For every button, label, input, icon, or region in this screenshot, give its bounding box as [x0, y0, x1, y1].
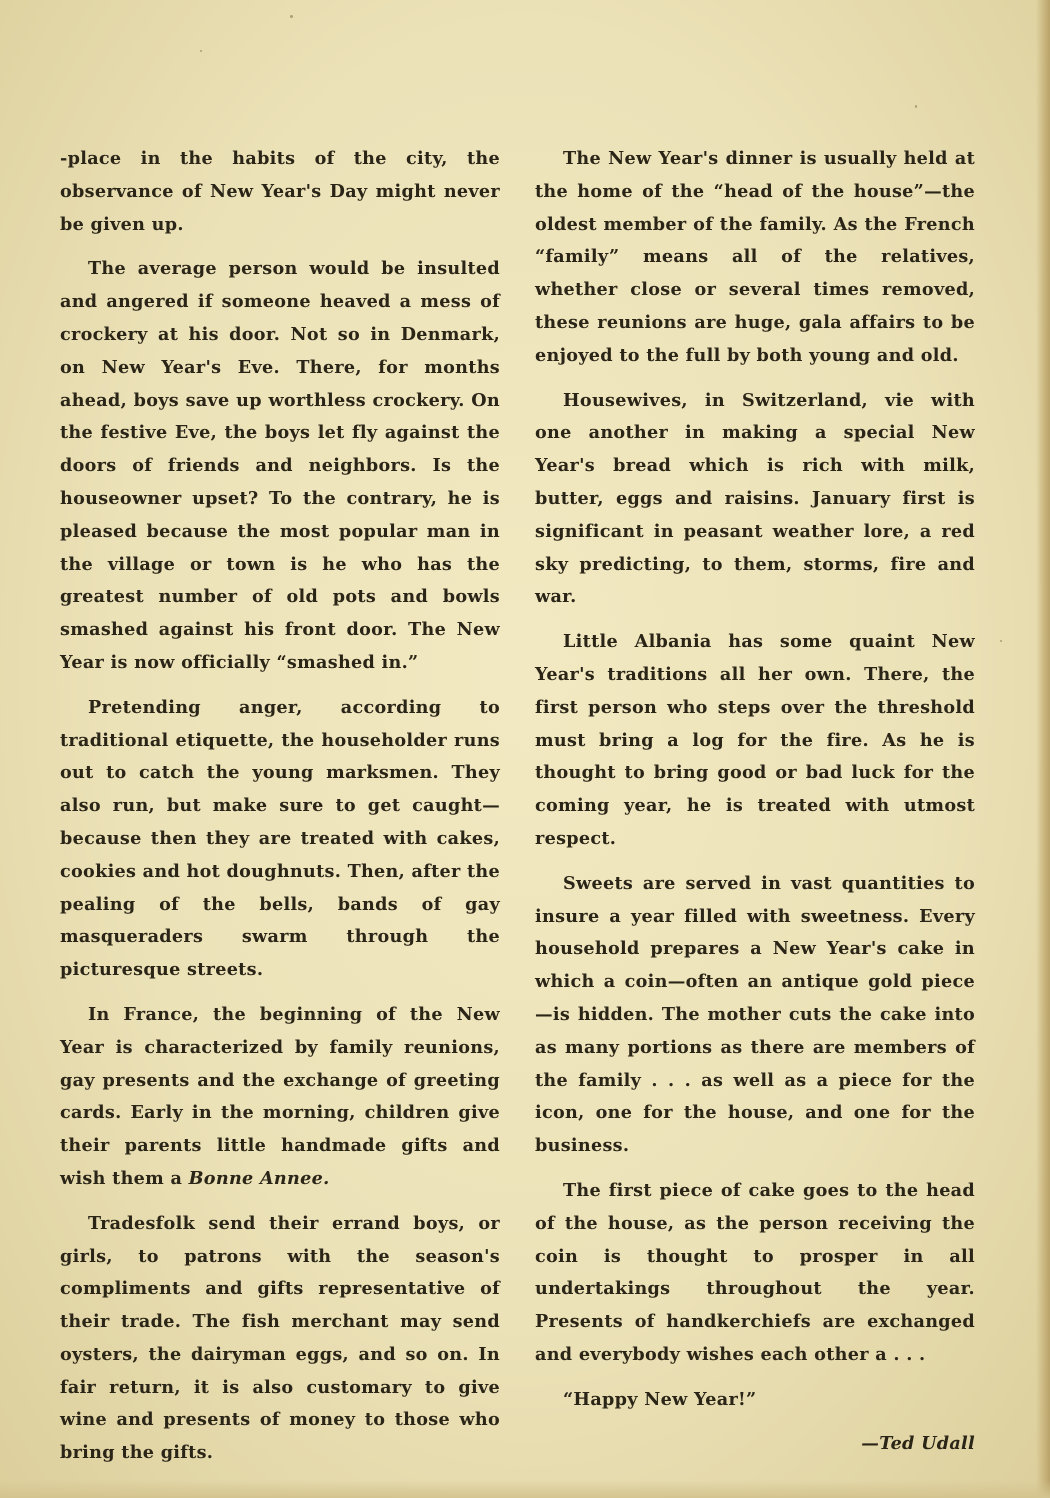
right-column [535, 143, 975, 1461]
paper-speck [915, 105, 917, 108]
right-paragraph-first-piece: The first piece of cake goes to the head of the house, as the person receiving the coin is thought to prosper in all undertakings throughout the year. Presents of handkerchiefs are exchanged and everybody wishes each other a . . . [535, 1179, 975, 1365]
page-edge-bottom [0, 1480, 1050, 1498]
right-paragraph-switzerland: Housewives, in Switzerland, vie with one another in making a special New Year's bread which is rich with milk, butter, eggs and raisins. January first is significant in peasant weather lore, a red sky predicting, to them, storms, fire and war. [535, 389, 975, 608]
paper-speck [290, 15, 293, 18]
right-paragraph-dinner: The New Year's dinner is usually held at the home of the “head of the house”—the oldest member of the family. As the French “family” means all of the relatives, whether close or several times removed, these reunions are huge, gala affairs to be enjoyed to the full by both young and old. [535, 148, 975, 366]
left-paragraph-denmark: The average person would be insulted and angered if someone heaved a mess of crockery at his door. Not so in Denmark, on New Year's Eve. There, for months ahead, boys save up worthless crockery. On the festive Eve, the boys let fly against the doors of friends and neighbors. Is the houseowner upset? To the contrary, he is pleased because the most popular man in the village or town is he who has the greatest number of old pots and bowls smashed against his front door. The New Year is now officially “smashed in.” [60, 258, 500, 673]
author-byline: —Ted Udall [861, 1433, 975, 1455]
france-text: In France, the beginning of the New Year is characterized by family reunions, gay presents and the exchange of greeting cards. Early in the morning, children give their parents little handmade gifts and wish them a [60, 1003, 500, 1189]
left-paragraph-tradesfolk: Tradesfolk send their errand boys, or girls, to patrons with the season's compliments and gifts representative of their trade. The fish merchant may send oysters, the dairyman eggs, and so on. In fair return, it is also customary to give wine and presents of money to those who bring the gifts. [60, 1212, 500, 1464]
paper-speck [1000, 640, 1002, 642]
right-paragraph-sweets: Sweets are served in vast quantities to insure a year filled with sweetness. Every household prepares a New Year's cake in which a coin—often an antique gold piece—is hidden. The mother cuts the cake into as many portions as there are members of the family . . . as well as a piece for the icon, one for the house, and one for the business. [535, 872, 975, 1157]
paper-speck [200, 50, 202, 52]
left-column [60, 143, 500, 1482]
page-edge-right [1036, 0, 1050, 1498]
left-paragraph-france [60, 999, 500, 1196]
happy-new-year: “Happy New Year!” [563, 1388, 757, 1410]
left-paragraph-1: -place in the habits of the city, the observance of New Year's Day might never be given up. [60, 148, 500, 235]
left-paragraph-etiquette: Pretending anger, according to traditional etiquette, the householder runs out to catch the young marksmen. They also run, but make sure to get caught—because then they are treated with cakes, cookies and hot doughnuts. Then, after the pealing of the bells, bands of gay masqueraders swarm through the picturesque streets. [60, 696, 500, 981]
right-paragraph-albania: Little Albania has some quaint New Year's traditions all her own. There, the first person who steps over the threshold must bring a log for the fire. As he is thought to bring good or bad luck for the coming year, he is treated with utmost respect. [535, 631, 975, 849]
bonne-annee-text: Bonne Annee. [188, 1167, 330, 1189]
